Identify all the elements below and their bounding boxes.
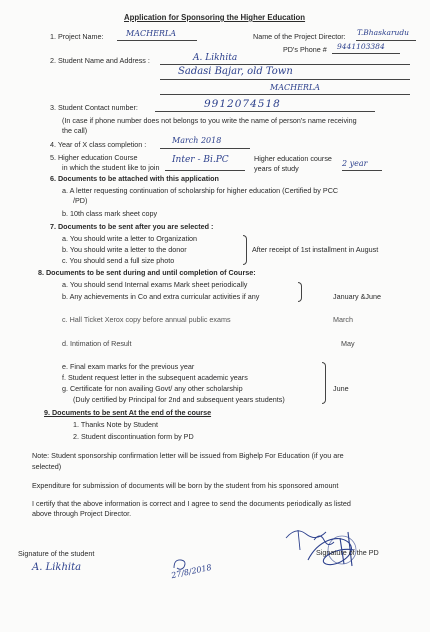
student-name-line [160,64,410,65]
xclass-label: 4. Year of X class completion : [50,140,147,149]
address-value-1: Sadasi Bajar, old Town [178,66,293,77]
years-line [342,170,382,171]
address-line-1 [160,79,410,80]
section-7b: b. You should write a letter to the donor [62,245,187,254]
section-7-brace [243,235,247,265]
pd-phone-label: PD's Phone # [283,45,327,54]
section-7a: a. You should write a letter to Organization [62,234,198,243]
xclass-line [160,148,250,149]
pd-signature-drawing [278,520,378,572]
expenditure-note: Expenditure for submission of documents will be born by the student from his sponsored amount [32,481,339,490]
years-value: 2 year [342,159,368,168]
project-name-value: MACHERLA [126,29,177,38]
section-8ab-brace [298,282,302,302]
course-line [165,170,245,171]
section-8g-2: (Duly certified by Principal for 2nd and subsequent years students) [73,395,285,404]
director-label: Name of the Project Director: [253,32,346,41]
note-line-2: selected) [32,462,62,471]
page-title: Application for Sponsoring the Higher Education [124,13,306,22]
section-8d: d. Intimation of Result [62,339,132,348]
student-name-value: A. Likhita [193,53,238,63]
certify-line-2: above through Project Director. [32,509,132,518]
certify-line-1: I certify that the above information is correct and I agree to send the documents periodically as listed [32,499,351,508]
section-8f: f. Student request letter in the subsequent academic years [62,373,248,382]
course-label-2: in which the student like to join [62,163,160,172]
section-8a: a. You should send Internal exams Mark sheet periodically [62,280,248,289]
contact-note-1: (In case if phone number does not belongs to you write the name of person's name receiving [62,116,357,125]
section-6a-2: /PD) [73,196,88,205]
student-signature-label: Signature of the student [18,549,95,558]
student-signature: A. Likhita [32,562,82,573]
section-6b: b. 10th class mark sheet copy [62,209,158,218]
section-8eg-brace [322,362,326,404]
pd-signature-label: Signature of the PD [316,548,379,557]
address-value-2: MACHERLA [270,83,321,92]
section-7-note: After receipt of 1st installment in August [252,245,379,254]
contact-line [155,111,375,112]
section-8-note-3: May [341,339,355,348]
pd-phone-value: 9441103384 [337,42,385,51]
course-label-1: 5. Higher education Course [50,153,138,162]
section-9-item-1: 1. Thanks Note by Student [73,420,158,429]
section-8-note-4: June [333,384,349,393]
project-name-label: 1. Project Name: [50,32,104,41]
section-8e: e. Final exam marks for the previous year [62,362,195,371]
course-value: Inter - Bi.PC [172,155,229,165]
section-8-heading: 8. Documents to be sent during and until completion of Course: [38,268,256,277]
years-label-1: Higher education course [254,154,332,163]
director-line [356,40,416,41]
section-9-item-2: 2. Student discontinuation form by PD [73,432,194,441]
address-line-2 [160,94,410,95]
section-8-note-1: January &June [333,292,381,301]
section-9-heading: 9. Documents to be sent At the end of the course [44,408,212,417]
section-8-note-2: March [333,315,353,324]
years-label-2: years of study [254,164,299,173]
project-name-line [117,40,197,41]
section-6a-1: a. A letter requesting continuation of scholarship for higher education (Certified by PCC [62,186,339,195]
student-name-label: 2. Student Name and Address : [50,56,150,65]
section-7-heading: 7. Documents to be sent after you are selected : [50,222,214,231]
date-value: 27/8/2018 [170,562,213,581]
section-6-heading: 6. Documents to be attached with this application [50,174,219,183]
director-value: T.Bhaskarudu [357,28,410,37]
contact-label: 3. Student Contact number: [50,103,138,112]
section-8g: g. Certificate for non availing Govt/ any other scholarship [62,384,243,393]
contact-note-2: the call) [62,126,88,135]
pd-phone-line [332,53,400,54]
note-line-1: Note: Student sponsorship confirmation letter will be issued from Bighelp For Education (if you are [32,451,344,460]
contact-value: 9912074518 [204,98,281,110]
section-7c: c. You should send a full size photo [62,256,175,265]
section-8b: b. Any achievements in Co and extra curricular activities if any [62,292,260,301]
section-8c: c. Hall Ticket Xerox copy before annual public exams [62,315,231,324]
xclass-value: March 2018 [172,136,222,145]
